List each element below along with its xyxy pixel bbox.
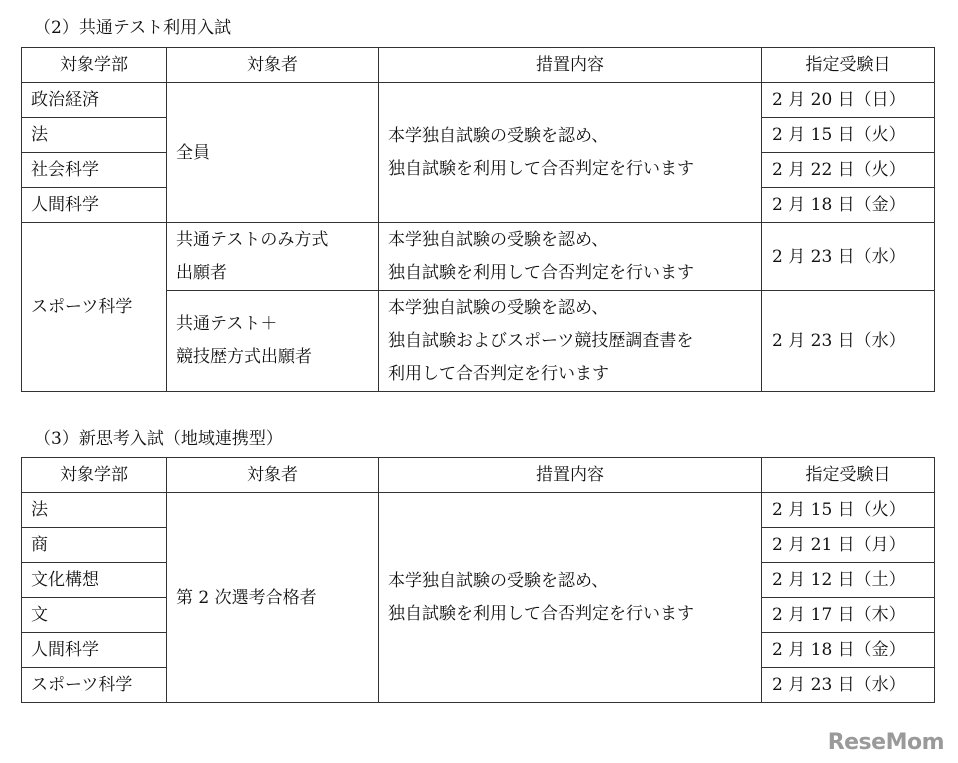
header-faculty: 対象学部 (22, 458, 167, 493)
faculty-cell: 商 (22, 528, 167, 563)
measure-cell (379, 291, 762, 392)
header-date: 指定受験日 (762, 458, 935, 493)
measure-line: 利用して合否判定を行います (388, 363, 609, 384)
measure-cell (379, 493, 762, 703)
header-faculty: 対象学部 (22, 48, 167, 83)
target-line: 共通テスト＋ (176, 314, 278, 334)
target-cell (167, 223, 379, 291)
target-cell (167, 291, 379, 392)
target-line: 出願者 (176, 262, 227, 283)
date-cell: 2 月 15 日（火） (762, 118, 935, 153)
faculty-cell: 文化構想 (22, 563, 167, 598)
measure-line: 本学独自試験の受験を認め、 (388, 570, 609, 591)
table-row (22, 493, 935, 528)
measure-line: 独自試験を利用して合否判定を行います (388, 158, 694, 179)
header-measure: 措置内容 (379, 458, 762, 493)
target-cell (167, 83, 379, 223)
target-cell (167, 493, 379, 703)
target-line: 競技歴方式出願者 (176, 347, 312, 367)
common-test-table (21, 47, 935, 392)
date-cell: 2 月 23 日（水） (762, 668, 935, 703)
faculty-cell: 法 (22, 493, 167, 528)
date-cell: 2 月 18 日（金） (762, 633, 935, 668)
faculty-cell: 社会科学 (22, 153, 167, 188)
table-row (22, 223, 935, 291)
section-3-title: （3）新思考入試（地域連携型） (34, 429, 283, 449)
target-line: 共通テストのみ方式 (176, 229, 329, 250)
header-target: 対象者 (167, 48, 379, 83)
date-cell: 2 月 17 日（木） (762, 598, 935, 633)
table-header-row (22, 458, 935, 493)
date-cell: 2 月 21 日（月） (762, 528, 935, 563)
measure-cell (379, 223, 762, 291)
faculty-cell: 人間科学 (22, 633, 167, 668)
date-cell: 2 月 18 日（金） (762, 188, 935, 223)
faculty-cell: 法 (22, 118, 167, 153)
section-2-title: （2）共通テスト利用入試 (34, 18, 232, 38)
measure-line: 本学独自試験の受験を認め、 (388, 297, 609, 318)
measure-line: 独自試験を利用して合否判定を行います (388, 262, 694, 283)
measure-line: 独自試験およびスポーツ競技歴調査書を (388, 330, 694, 351)
measure-line: 本学独自試験の受験を認め、 (388, 229, 609, 250)
faculty-cell: スポーツ科学 (22, 668, 167, 703)
faculty-cell: 文 (22, 598, 167, 633)
table-header-row (22, 48, 935, 83)
date-cell: 2 月 20 日（日） (762, 83, 935, 118)
target-pass: 第 2 次選考合格者 (176, 587, 317, 608)
measure-cell (379, 83, 762, 223)
faculty-cell: スポーツ科学 (22, 223, 167, 392)
header-target: 対象者 (167, 458, 379, 493)
faculty-cell: 人間科学 (22, 188, 167, 223)
measure-line: 本学独自試験の受験を認め、 (388, 125, 609, 146)
date-cell: 2 月 15 日（火） (762, 493, 935, 528)
target-all: 全員 (176, 142, 210, 163)
measure-line: 独自試験を利用して合否判定を行います (388, 603, 694, 624)
date-cell: 2 月 23 日（水） (762, 291, 935, 392)
header-measure: 措置内容 (379, 48, 762, 83)
date-cell: 2 月 23 日（水） (762, 223, 935, 291)
resemom-logo: ReseMom (827, 730, 944, 755)
table-row (22, 83, 935, 118)
header-date: 指定受験日 (762, 48, 935, 83)
date-cell: 2 月 22 日（火） (762, 153, 935, 188)
faculty-cell: 政治経済 (22, 83, 167, 118)
new-thinking-table (21, 457, 935, 703)
date-cell: 2 月 12 日（土） (762, 563, 935, 598)
